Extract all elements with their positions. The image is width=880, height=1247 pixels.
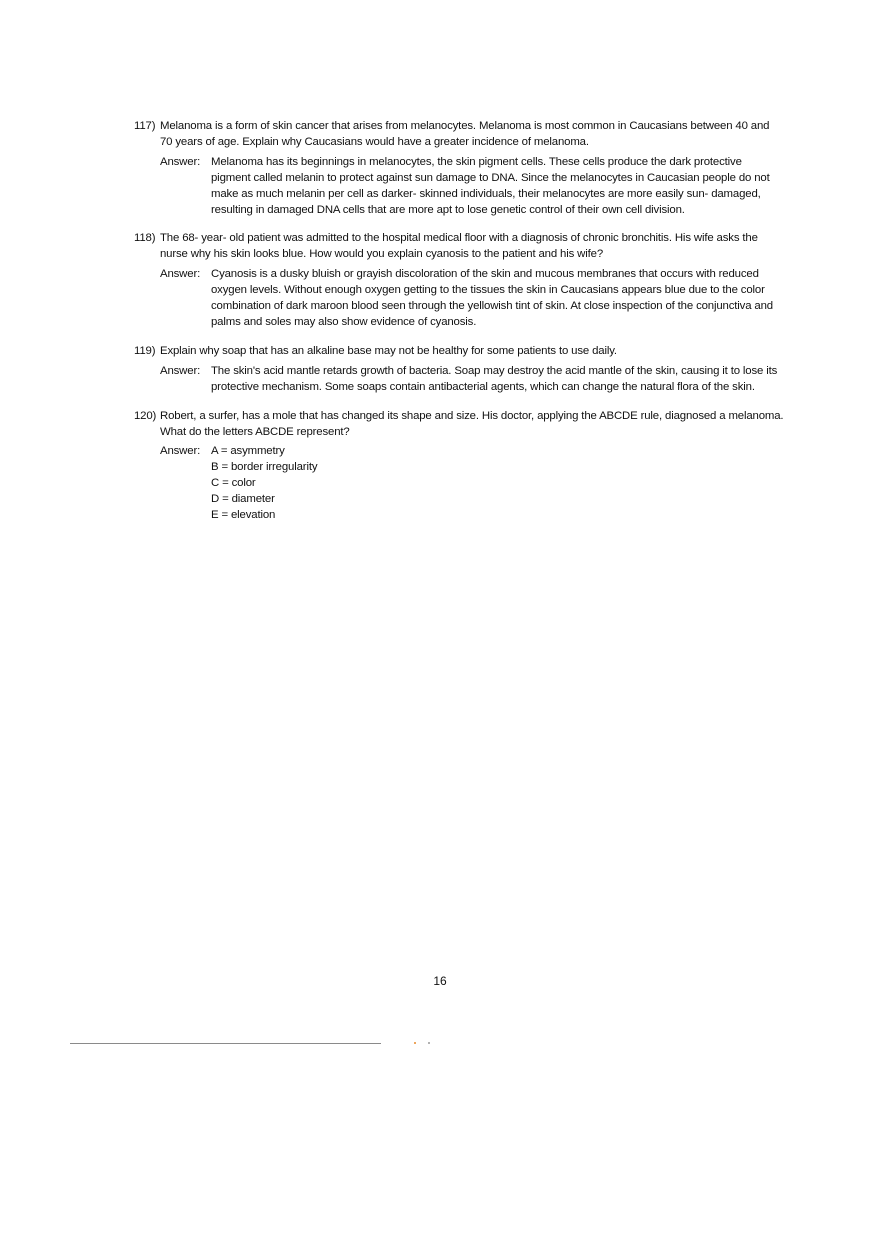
question-120 [134,409,784,524]
question-list [134,119,784,537]
answer-line [160,267,784,331]
answer-line [160,444,784,524]
question-text: Melanoma is a form of skin cancer that arises from melanocytes. Melanoma is most common in Caucasians between 40 and 70 years of age. Explain why Caucasians would have a greater incidence of melanoma. [160,120,770,148]
answer-item: D = diameter [211,493,275,506]
answer-label: Answer: [160,445,201,458]
question-119 [134,344,784,396]
question-text: Robert, a surfer, has a mole that has changed its shape and size. His doctor, applying the ABCDE rule, diagnosed a melanoma. What do the letters ABCDE represent? [160,409,784,438]
answer-label: Answer: [160,364,201,377]
answer-list [211,444,784,524]
answer-text: Cyanosis is a dusky bluish or grayish discoloration of the skin and mucous membranes that occurs with reduced oxygen levels. Without enough oxygen getting to the tissues the skin in Caucasians appears blue due to the color combination of dark maroon blood seen through the yellowish tint of skin. At close inspection of the conjunctiva and palms and soles may also show evidence of cyanosis. [211,268,773,328]
question-number: 120) [134,409,157,422]
footer-marks [414,1042,434,1046]
footer-mark-dot [428,1042,430,1044]
answer-line [160,364,784,396]
answer-line [160,155,784,219]
question-118 [134,231,784,330]
question-117 [134,119,784,218]
answer-label: Answer: [160,155,201,168]
question-number: 117) [134,120,156,132]
answer-item: A = asymmetry [211,445,285,458]
footer-divider [70,1043,381,1044]
page-number: 16 [433,974,447,988]
question-text: The 68- year- old patient was admitted to the hospital medical floor with a diagnosis of chronic bronchitis. His wife asks the nurse why his skin looks blue. How would you explain cyanosis to the patient and his wife? [160,232,758,261]
footer-mark-dot [414,1042,416,1044]
answer-text: The skin's acid mantle retards growth of bacteria. Soap may destroy the acid mantle of the skin, causing it to lose its protective mechanism. Some soaps contain antibacterial agents, which can change the natural flora of the skin. [211,364,778,393]
answer-text: Melanoma has its beginnings in melanocytes, the skin pigment cells. These cells produce the dark protective pigment called melanin to protect against sun damage to DNA. Since the melanocytes in Caucasian people do not make as much melanin per cell as darker- skinned individuals, their melanocytes are more easily sun- damaged, resulting in damaged DNA cells that are more apt to lose genetic control of their own cell division. [211,155,770,216]
question-number: 119) [134,344,156,357]
answer-item: E = elevation [211,509,276,522]
answer-label: Answer: [160,268,201,281]
question-line [134,231,784,263]
question-number: 118) [134,232,156,245]
question-text: Explain why soap that has an alkaline base may not be healthy for some patients to use daily. [160,344,617,357]
question-line [134,409,784,441]
question-line [134,344,784,360]
question-line [134,119,784,151]
answer-item: B = border irregularity [211,461,318,474]
answer-item: C = color [211,477,256,490]
